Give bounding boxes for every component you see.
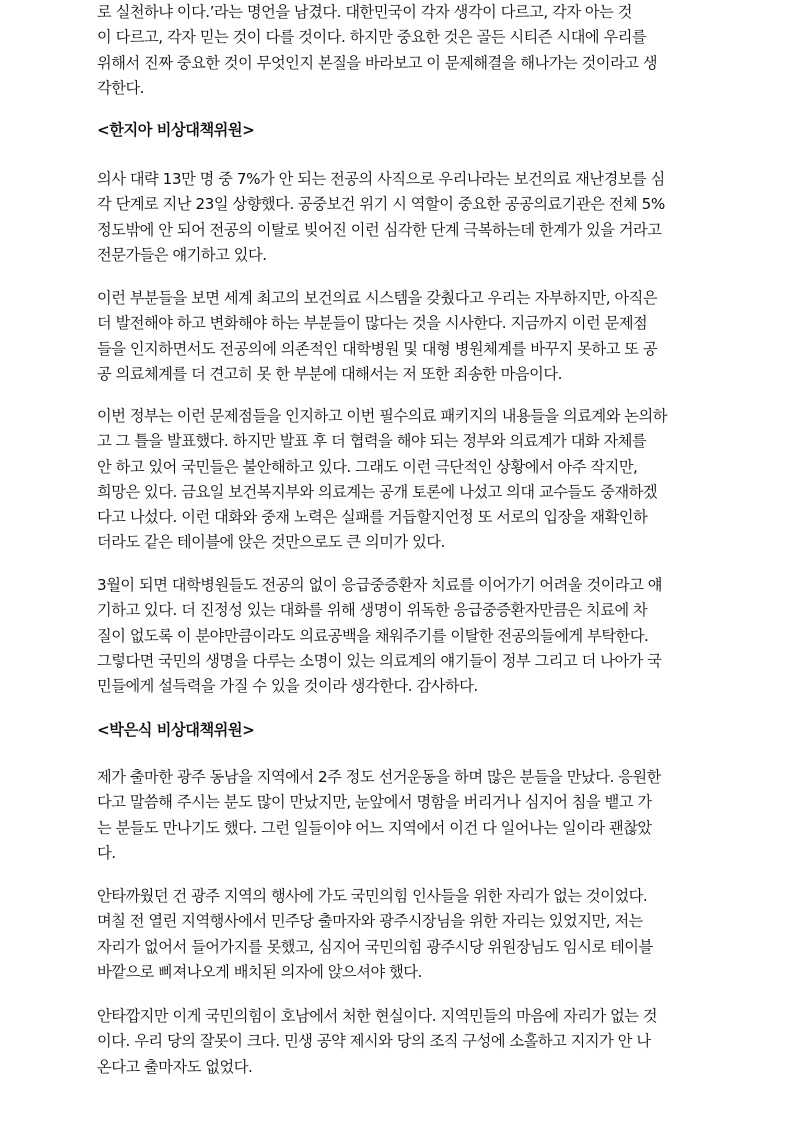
- text-line: 그렇다면 국민의 생명을 다루는 소명이 있는 의료계의 얘기들이 정부 그리고 더 나아가 국: [97, 651, 662, 670]
- paragraph: [97, 167, 665, 268]
- text-line: 공 의료체계를 더 견고히 못 한 부분에 대해서는 저 또한 죄송한 마음이다.: [97, 364, 562, 383]
- paragraph: [97, 884, 653, 985]
- text-line: 기하고 있다. 더 진정성 있는 대화를 위해 생명이 위독한 응급중증환자만큼은 치료에 차: [97, 601, 648, 620]
- text-line: 제가 출마한 광주 동남을 지역에서 2주 정도 선거운동을 하며 많은 분들을 만났다. 응원한: [97, 768, 661, 786]
- text-line: 이 다르고, 각자 믿는 것이 다를 것이다. 하지만 중요한 것은 골든 시티즌 시대에 우리를: [97, 28, 647, 47]
- text-line: 전문가들은 얘기하고 있다.: [97, 245, 267, 264]
- text-line: 3월이 되면 대학병원들도 전공의 없이 응급중증환자 치료를 이어가기 어려울 것이라고 얘: [97, 576, 662, 594]
- text-line: 위해서 진짜 중요한 것이 무엇인지 본질을 바라보고 이 문제해결을 해나가는 것이라고 생: [97, 53, 658, 72]
- text-line: 다고 말씀해 주시는 분도 많이 만났지만, 눈앞에서 명함을 버리거나 심지어 침을 뱉고 가: [97, 793, 652, 812]
- text-line: 각한다.: [97, 78, 145, 97]
- text-line: 각 단계로 지난 23일 상향했다. 공중보건 위기 시 역할이 중요한 공공의료기관은 전체 5%: [97, 195, 665, 214]
- text-line: 더 발전해야 하고 변화해야 하는 부분들이 많다는 것을 시사한다. 지금까지 이런 문제점: [97, 314, 648, 333]
- paragraph: [97, 404, 667, 556]
- text-line: 로 실천하냐 이다.’라는 명언을 남겼다. 대한민국이 각자 생각이 다르고, 각자 아는 것: [97, 3, 632, 21]
- text-line: 안타깝지만 이게 국민의힘이 호남에서 처한 현실이다. 지역민들의 마음에 자리가 없는 것: [97, 1007, 658, 1025]
- text-line: 더라도 같은 테이블에 앉은 것만으로도 큰 의미가 있다.: [97, 533, 445, 552]
- text-line: 바깥으로 삐져나오게 배치된 의자에 앉으셔야 했다.: [97, 962, 422, 981]
- text-line: 며칠 전 열린 지역행사에서 민주당 출마자와 광주시장님을 위한 자리는 있었지만, 저는: [97, 912, 643, 931]
- text-line: 자리가 없어서 들어가지를 못했고, 심지어 국민의힘 광주시당 위원장님도 임시로 테이블: [97, 937, 653, 956]
- text-line: 질이 없도록 이 분야만큼이라도 의료공백을 채워주기를 이탈한 전공의들에게 부탁한다.: [97, 626, 649, 645]
- paragraph: [97, 573, 662, 699]
- text-line: 다고 나섰다. 이런 대화와 중재 노력은 실패를 거듭할지언정 또 서로의 입장을 재확인하: [97, 508, 648, 527]
- paragraph: [97, 765, 661, 866]
- section-heading: <박은식 비상대책위원>: [97, 721, 255, 739]
- text-line: 온다고 출마자도 없었다.: [97, 1057, 253, 1076]
- text-line: 는 분들도 만나기도 했다. 그런 일들이야 어느 지역에서 이건 다 일어나는 일이라 괜찮았: [97, 818, 652, 837]
- text-line: 의사 대략 13만 명 중 7%가 안 되는 전공의 사직으로 우리나라는 보건의료 재난경보를 심: [97, 170, 665, 188]
- paragraph: [97, 286, 657, 387]
- text-line: 들을 인지하면서도 전공의에 의존적인 대학병원 및 대형 병원체계를 바꾸지 못하고 또 공: [97, 339, 658, 358]
- text-line: 희망은 있다. 금요일 보건복지부와 의료계는 공개 토론에 나섰고 의대 교수들도 중재하겠: [97, 482, 658, 501]
- text-line: 민들에게 설득력을 가질 수 있을 것이라 생각한다. 감사하다.: [97, 677, 478, 696]
- section-heading: <한지아 비상대책위원>: [97, 121, 255, 139]
- text-line: 정도밖에 안 되어 전공의 이탈로 빚어진 이런 심각한 단계 극복하는데 한계가 있을 거라고: [97, 220, 662, 239]
- text-line: 다.: [97, 843, 116, 862]
- paragraph: [97, 0, 657, 101]
- text-line: 고 그 틀을 발표했다. 하지만 발표 후 더 협력을 해야 되는 정부와 의료계가 대화 자체를: [97, 432, 647, 451]
- text-line: 안 하고 있어 국민들은 불안해하고 있다. 그래도 이런 극단적인 상황에서 아주 작지만,: [97, 457, 638, 476]
- text-line: 이런 부분들을 보면 세계 최고의 보건의료 시스템을 갖췄다고 우리는 자부하지만, 아직은: [97, 289, 658, 307]
- paragraph: [97, 1004, 657, 1080]
- text-line: 이다. 우리 당의 잘못이 크다. 민생 공약 제시와 당의 조직 구성에 소홀하고 지지가 안 나: [97, 1032, 651, 1051]
- text-line: 이번 정부는 이런 문제점들을 인지하고 이번 필수의료 패키지의 내용들을 의료계와 논의하: [97, 407, 667, 425]
- text-line: 안타까웠던 건 광주 지역의 행사에 가도 국민의힘 인사들을 위한 자리가 없는 것이었다.: [97, 887, 648, 905]
